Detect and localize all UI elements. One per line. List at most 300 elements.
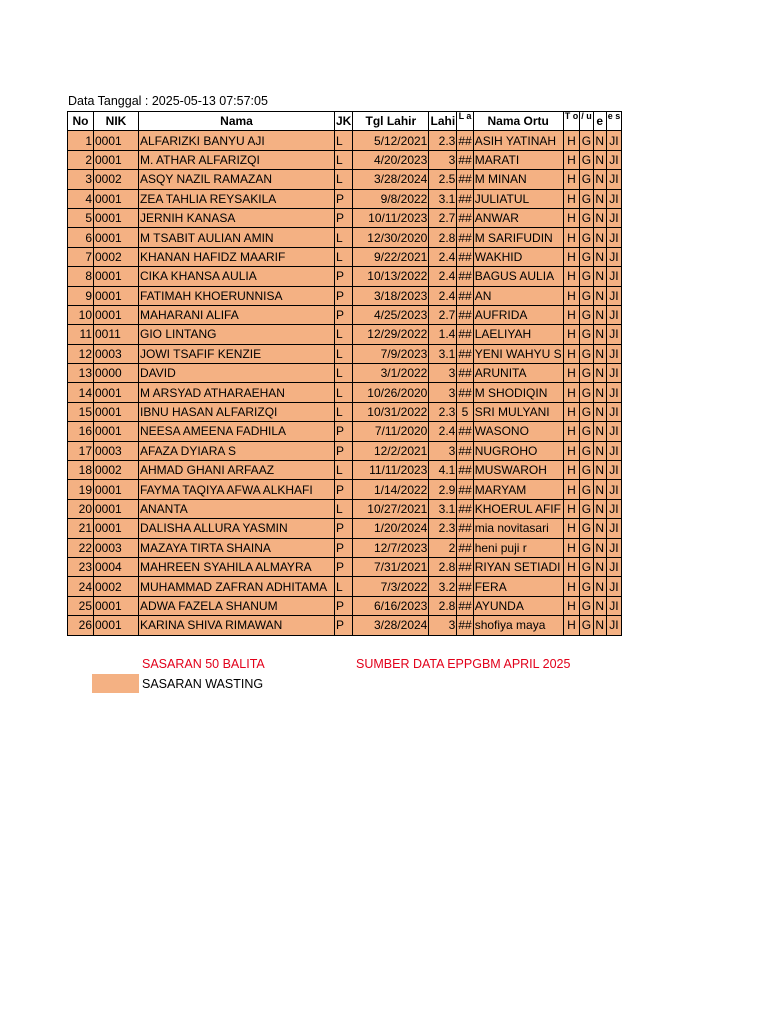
cell-ji: JI — [606, 577, 622, 596]
cell-la: ## — [457, 441, 473, 460]
cell-h: H — [563, 616, 580, 635]
cell-ji: JI — [606, 557, 622, 576]
cell-lahi: 2.7 — [429, 305, 457, 324]
cell-nama-ortu: WASONO — [473, 422, 563, 441]
cell-g: G — [580, 519, 594, 538]
cell-tgl-lahir: 9/8/2022 — [353, 189, 429, 208]
cell-lahi: 3.1 — [429, 189, 457, 208]
cell-nama: ASQY NAZIL RAMAZAN — [139, 170, 335, 189]
cell-tgl-lahir: 12/7/2023 — [353, 538, 429, 557]
legend-label: SASARAN WASTING — [142, 677, 264, 691]
cell-h: H — [563, 499, 580, 518]
cell-g: G — [580, 131, 594, 150]
cell-nama: AFAZA DYIARA S — [139, 441, 335, 460]
cell-nama: NEESA AMEENA FADHILA — [139, 422, 335, 441]
cell-no: 16 — [68, 422, 94, 441]
cell-ji: JI — [606, 480, 622, 499]
cell-g: G — [580, 344, 594, 363]
cell-n: N — [593, 267, 606, 286]
cell-nik: 0001 — [94, 596, 139, 615]
cell-la: ## — [457, 596, 473, 615]
cell-n: N — [593, 596, 606, 615]
cell-jk: L — [335, 402, 353, 421]
table-row — [68, 422, 622, 441]
header-tgl-lahir: Tgl Lahir — [353, 112, 429, 131]
cell-nama-ortu: ASIH YATINAH — [473, 131, 563, 150]
header-no: No — [68, 112, 94, 131]
cell-lahi: 2.8 — [429, 557, 457, 576]
cell-nama: ALFARIZKI BANYU AJI — [139, 131, 335, 150]
table-row — [68, 364, 622, 383]
cell-nik: 0011 — [94, 325, 139, 344]
cell-nama-ortu: mia novitasari — [473, 519, 563, 538]
cell-n: N — [593, 616, 606, 635]
cell-lahi: 2.7 — [429, 208, 457, 227]
cell-nik: 0001 — [94, 131, 139, 150]
cell-jk: L — [335, 577, 353, 596]
table-row — [68, 596, 622, 615]
cell-ji: JI — [606, 325, 622, 344]
cell-nama-ortu: AYUNDA — [473, 596, 563, 615]
cell-lahi: 2 — [429, 538, 457, 557]
cell-no: 13 — [68, 364, 94, 383]
cell-no: 18 — [68, 461, 94, 480]
table-row — [68, 383, 622, 402]
cell-ji: JI — [606, 150, 622, 169]
cell-no: 25 — [68, 596, 94, 615]
cell-h: H — [563, 189, 580, 208]
cell-nik: 0001 — [94, 228, 139, 247]
cell-lahi: 3 — [429, 441, 457, 460]
cell-nik: 0001 — [94, 305, 139, 324]
cell-lahi: 2.4 — [429, 422, 457, 441]
cell-h: H — [563, 441, 580, 460]
cell-no: 22 — [68, 538, 94, 557]
table-row — [68, 131, 622, 150]
cell-lahi: 1.4 — [429, 325, 457, 344]
cell-n: N — [593, 538, 606, 557]
cell-ji: JI — [606, 286, 622, 305]
cell-la: ## — [457, 577, 473, 596]
cell-nama-ortu: shofiya maya — [473, 616, 563, 635]
cell-lahi: 3.1 — [429, 344, 457, 363]
cell-no: 24 — [68, 577, 94, 596]
cell-tgl-lahir: 10/13/2022 — [353, 267, 429, 286]
cell-tgl-lahir: 10/31/2022 — [353, 402, 429, 421]
cell-no: 15 — [68, 402, 94, 421]
cell-ji: JI — [606, 441, 622, 460]
cell-n: N — [593, 519, 606, 538]
cell-nik: 0001 — [94, 422, 139, 441]
cell-n: N — [593, 344, 606, 363]
cell-nik: 0001 — [94, 499, 139, 518]
table-row — [68, 286, 622, 305]
cell-ji: JI — [606, 422, 622, 441]
cell-g: G — [580, 189, 594, 208]
cell-nik: 0002 — [94, 577, 139, 596]
cell-tgl-lahir: 12/2/2021 — [353, 441, 429, 460]
cell-no: 23 — [68, 557, 94, 576]
cell-no: 10 — [68, 305, 94, 324]
cell-tgl-lahir: 6/16/2023 — [353, 596, 429, 615]
cell-tgl-lahir: 4/25/2023 — [353, 305, 429, 324]
cell-g: G — [580, 422, 594, 441]
cell-tgl-lahir: 10/27/2021 — [353, 499, 429, 518]
cell-h: H — [563, 131, 580, 150]
cell-no: 21 — [68, 519, 94, 538]
cell-jk: L — [335, 364, 353, 383]
cell-jk: L — [335, 131, 353, 150]
cell-tgl-lahir: 9/22/2021 — [353, 247, 429, 266]
cell-nama: ANANTA — [139, 499, 335, 518]
cell-nama-ortu: KHOERUL AFIF — [473, 499, 563, 518]
cell-g: G — [580, 364, 594, 383]
cell-no: 26 — [68, 616, 94, 635]
cell-h: H — [563, 577, 580, 596]
cell-n: N — [593, 189, 606, 208]
cell-g: G — [580, 480, 594, 499]
header-la: L a — [457, 112, 473, 131]
cell-no: 14 — [68, 383, 94, 402]
cell-no: 7 — [68, 247, 94, 266]
cell-g: G — [580, 441, 594, 460]
cell-tgl-lahir: 7/31/2021 — [353, 557, 429, 576]
cell-nik: 0002 — [94, 461, 139, 480]
cell-h: H — [563, 267, 580, 286]
table-row — [68, 247, 622, 266]
cell-ji: JI — [606, 305, 622, 324]
table-row — [68, 305, 622, 324]
cell-nama: M TSABIT AULIAN AMIN — [139, 228, 335, 247]
cell-g: G — [580, 499, 594, 518]
cell-jk: P — [335, 519, 353, 538]
cell-nik: 0003 — [94, 441, 139, 460]
cell-nama: ADWA FAZELA SHANUM — [139, 596, 335, 615]
cell-jk: P — [335, 267, 353, 286]
cell-h: H — [563, 344, 580, 363]
cell-jk: L — [335, 383, 353, 402]
cell-nama: GIO LINTANG — [139, 325, 335, 344]
cell-g: G — [580, 170, 594, 189]
cell-la: ## — [457, 519, 473, 538]
cell-n: N — [593, 422, 606, 441]
cell-n: N — [593, 402, 606, 421]
cell-g: G — [580, 150, 594, 169]
cell-n: N — [593, 441, 606, 460]
cell-jk: P — [335, 208, 353, 227]
cell-la: ## — [457, 480, 473, 499]
cell-nama-ortu: YENI WAHYU S — [473, 344, 563, 363]
cell-ji: JI — [606, 519, 622, 538]
cell-g: G — [580, 557, 594, 576]
cell-lahi: 3.1 — [429, 499, 457, 518]
cell-ji: JI — [606, 344, 622, 363]
cell-ji: JI — [606, 383, 622, 402]
cell-nik: 0001 — [94, 267, 139, 286]
cell-lahi: 2.3 — [429, 402, 457, 421]
cell-ji: JI — [606, 131, 622, 150]
cell-tgl-lahir: 1/20/2024 — [353, 519, 429, 538]
cell-n: N — [593, 170, 606, 189]
legend-swatch — [92, 674, 139, 693]
cell-la: ## — [457, 383, 473, 402]
cell-g: G — [580, 402, 594, 421]
cell-nama-ortu: AUFRIDA — [473, 305, 563, 324]
cell-lahi: 2.3 — [429, 519, 457, 538]
header-nama: Nama — [139, 112, 335, 131]
cell-h: H — [563, 228, 580, 247]
cell-nama: FAYMA TAQIYA AFWA ALKHAFI — [139, 480, 335, 499]
cell-jk: P — [335, 480, 353, 499]
cell-h: H — [563, 170, 580, 189]
cell-no: 1 — [68, 131, 94, 150]
cell-ji: JI — [606, 538, 622, 557]
table-row — [68, 208, 622, 227]
cell-la: ## — [457, 208, 473, 227]
table-row — [68, 441, 622, 460]
cell-nama-ortu: ARUNITA — [473, 364, 563, 383]
cell-nama: MUHAMMAD ZAFRAN ADHITAMA — [139, 577, 335, 596]
cell-tgl-lahir: 5/12/2021 — [353, 131, 429, 150]
header-g: / u — [580, 112, 594, 131]
cell-h: H — [563, 247, 580, 266]
cell-tgl-lahir: 10/11/2023 — [353, 208, 429, 227]
cell-ji: JI — [606, 461, 622, 480]
cell-jk: P — [335, 538, 353, 557]
cell-no: 19 — [68, 480, 94, 499]
cell-nama-ortu: SRI MULYANI — [473, 402, 563, 421]
header-h: T o — [563, 112, 580, 131]
cell-nama: M ARSYAD ATHARAEHAN — [139, 383, 335, 402]
sasaran-note: SASARAN 50 BALITA — [142, 657, 265, 671]
cell-g: G — [580, 616, 594, 635]
cell-nama: MAHARANI ALIFA — [139, 305, 335, 324]
cell-ji: JI — [606, 267, 622, 286]
cell-tgl-lahir: 7/11/2020 — [353, 422, 429, 441]
cell-ji: JI — [606, 189, 622, 208]
cell-nama-ortu: JULIATUL — [473, 189, 563, 208]
header-ji: e s — [606, 112, 622, 131]
cell-lahi: 2.4 — [429, 286, 457, 305]
cell-la: ## — [457, 286, 473, 305]
cell-nama: DAVID — [139, 364, 335, 383]
cell-jk: P — [335, 596, 353, 615]
cell-no: 4 — [68, 189, 94, 208]
cell-la: ## — [457, 422, 473, 441]
cell-nama: CIKA KHANSA AULIA — [139, 267, 335, 286]
cell-lahi: 2.4 — [429, 247, 457, 266]
cell-la: ## — [457, 499, 473, 518]
table-row — [68, 616, 622, 635]
cell-ji: JI — [606, 402, 622, 421]
cell-nik: 0001 — [94, 150, 139, 169]
table-row — [68, 499, 622, 518]
cell-h: H — [563, 519, 580, 538]
cell-la: ## — [457, 305, 473, 324]
cell-nama-ortu: BAGUS AULIA — [473, 267, 563, 286]
cell-nama: AHMAD GHANI ARFAAZ — [139, 461, 335, 480]
cell-tgl-lahir: 7/9/2023 — [353, 344, 429, 363]
cell-nama-ortu: MUSWAROH — [473, 461, 563, 480]
cell-tgl-lahir: 10/26/2020 — [353, 383, 429, 402]
cell-jk: L — [335, 325, 353, 344]
cell-g: G — [580, 596, 594, 615]
cell-nama-ortu: M SARIFUDIN — [473, 228, 563, 247]
cell-nik: 0001 — [94, 208, 139, 227]
cell-n: N — [593, 286, 606, 305]
table-row — [68, 557, 622, 576]
cell-lahi: 3 — [429, 383, 457, 402]
cell-ji: JI — [606, 228, 622, 247]
header-nama-ortu: Nama Ortu — [473, 112, 563, 131]
cell-h: H — [563, 461, 580, 480]
cell-h: H — [563, 208, 580, 227]
header-nik: NIK — [94, 112, 139, 131]
cell-la: ## — [457, 616, 473, 635]
table-row — [68, 480, 622, 499]
table-row — [68, 402, 622, 421]
table-row — [68, 577, 622, 596]
cell-nama-ortu: RIYAN SETIADI — [473, 557, 563, 576]
cell-g: G — [580, 325, 594, 344]
cell-nama-ortu: M MINAN — [473, 170, 563, 189]
cell-g: G — [580, 461, 594, 480]
cell-jk: P — [335, 305, 353, 324]
cell-g: G — [580, 383, 594, 402]
cell-ji: JI — [606, 364, 622, 383]
cell-nama: M. ATHAR ALFARIZQI — [139, 150, 335, 169]
cell-nik: 0002 — [94, 247, 139, 266]
table-row — [68, 228, 622, 247]
cell-h: H — [563, 480, 580, 499]
cell-nama-ortu: MARATI — [473, 150, 563, 169]
cell-nik: 0001 — [94, 519, 139, 538]
cell-la: ## — [457, 228, 473, 247]
cell-nama-ortu: M SHODIQIN — [473, 383, 563, 402]
cell-la: ## — [457, 557, 473, 576]
cell-nik: 0003 — [94, 538, 139, 557]
cell-ji: JI — [606, 616, 622, 635]
cell-tgl-lahir: 12/29/2022 — [353, 325, 429, 344]
cell-n: N — [593, 480, 606, 499]
cell-n: N — [593, 557, 606, 576]
cell-nama: MAZAYA TIRTA SHAINA — [139, 538, 335, 557]
cell-tgl-lahir: 3/18/2023 — [353, 286, 429, 305]
table-row — [68, 538, 622, 557]
cell-nama-ortu: FERA — [473, 577, 563, 596]
cell-ji: JI — [606, 247, 622, 266]
cell-h: H — [563, 422, 580, 441]
cell-jk: L — [335, 499, 353, 518]
cell-h: H — [563, 364, 580, 383]
cell-la: ## — [457, 131, 473, 150]
cell-tgl-lahir: 12/30/2020 — [353, 228, 429, 247]
balita-table — [67, 111, 622, 636]
cell-g: G — [580, 267, 594, 286]
cell-la: ## — [457, 189, 473, 208]
header-jk: JK — [335, 112, 353, 131]
cell-jk: L — [335, 228, 353, 247]
cell-nama: KHANAN HAFIDZ MAARIF — [139, 247, 335, 266]
cell-tgl-lahir: 3/28/2024 — [353, 616, 429, 635]
cell-lahi: 2.8 — [429, 228, 457, 247]
cell-nik: 0001 — [94, 480, 139, 499]
cell-tgl-lahir: 3/1/2022 — [353, 364, 429, 383]
cell-no: 17 — [68, 441, 94, 460]
cell-h: H — [563, 286, 580, 305]
cell-ji: JI — [606, 208, 622, 227]
table-row — [68, 344, 622, 363]
cell-nama: IBNU HASAN ALFARIZQI — [139, 402, 335, 421]
cell-g: G — [580, 305, 594, 324]
cell-g: G — [580, 286, 594, 305]
table-row — [68, 461, 622, 480]
cell-jk: P — [335, 189, 353, 208]
cell-nama: MAHREEN SYAHILA ALMAYRA — [139, 557, 335, 576]
cell-g: G — [580, 228, 594, 247]
cell-jk: L — [335, 461, 353, 480]
cell-no: 8 — [68, 267, 94, 286]
cell-lahi: 2.4 — [429, 267, 457, 286]
cell-no: 6 — [68, 228, 94, 247]
cell-jk: L — [335, 247, 353, 266]
cell-g: G — [580, 538, 594, 557]
cell-nama-ortu: NUGROHO — [473, 441, 563, 460]
cell-la: ## — [457, 150, 473, 169]
table-row — [68, 267, 622, 286]
cell-h: H — [563, 596, 580, 615]
cell-lahi: 2.9 — [429, 480, 457, 499]
cell-la: ## — [457, 247, 473, 266]
cell-la: ## — [457, 325, 473, 344]
cell-h: H — [563, 402, 580, 421]
cell-nik: 0003 — [94, 344, 139, 363]
cell-nama-ortu: MARYAM — [473, 480, 563, 499]
cell-no: 2 — [68, 150, 94, 169]
cell-la: ## — [457, 364, 473, 383]
cell-jk: L — [335, 344, 353, 363]
cell-n: N — [593, 208, 606, 227]
cell-nama-ortu: WAKHID — [473, 247, 563, 266]
cell-nama-ortu: ANWAR — [473, 208, 563, 227]
cell-n: N — [593, 461, 606, 480]
cell-jk: P — [335, 557, 353, 576]
cell-tgl-lahir: 7/3/2022 — [353, 577, 429, 596]
table-row — [68, 325, 622, 344]
cell-n: N — [593, 383, 606, 402]
cell-no: 9 — [68, 286, 94, 305]
cell-ji: JI — [606, 170, 622, 189]
cell-n: N — [593, 131, 606, 150]
cell-jk: L — [335, 170, 353, 189]
cell-n: N — [593, 577, 606, 596]
cell-no: 3 — [68, 170, 94, 189]
cell-nik: 0001 — [94, 286, 139, 305]
cell-tgl-lahir: 11/11/2023 — [353, 461, 429, 480]
cell-nama: ZEA TAHLIA REYSAKILA — [139, 189, 335, 208]
cell-nama: KARINA SHIVA RIMAWAN — [139, 616, 335, 635]
cell-n: N — [593, 247, 606, 266]
cell-nik: 0001 — [94, 402, 139, 421]
cell-nama: JOWI TSAFIF KENZIE — [139, 344, 335, 363]
cell-la: ## — [457, 538, 473, 557]
cell-tgl-lahir: 1/14/2022 — [353, 480, 429, 499]
cell-nik: 0001 — [94, 189, 139, 208]
cell-n: N — [593, 364, 606, 383]
cell-n: N — [593, 499, 606, 518]
cell-h: H — [563, 305, 580, 324]
cell-nama-ortu: heni puji r — [473, 538, 563, 557]
